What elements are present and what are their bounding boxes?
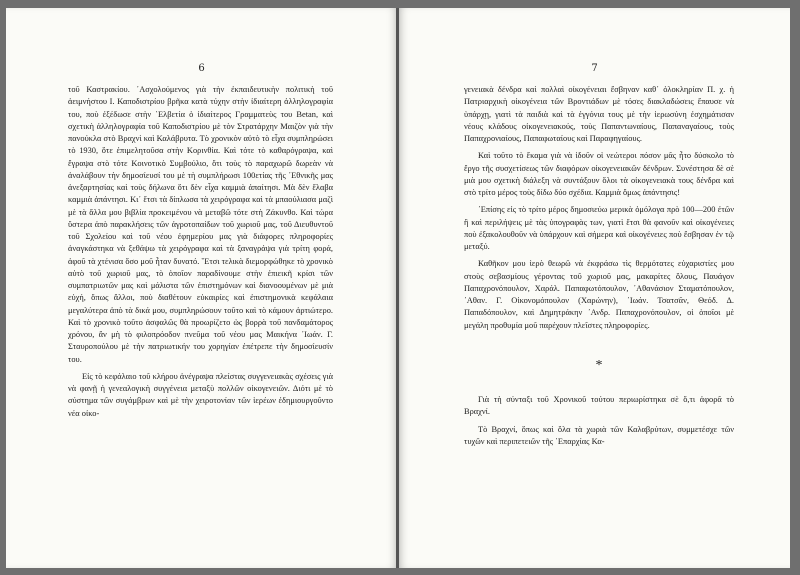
section-divider-star: * bbox=[595, 357, 603, 373]
paragraph: γενειακὰ δένδρα καὶ πολλαὶ οἰκογένειαι ἔσβηναν καθ᾿ ὁλοκληρίαν Π. χ. ἡ Πατριαρχικὴ οἰκογένεια τῶν Βροντιάδων μὲ τόσες διακλαδώσεις ἔπαυσε νὰ ὑπάρχῃ, γιατὶ τὰ παιδιὰ καὶ τὰ ἐγγόνια τους μὲ τὴν ἱερωσύνη ἐσχημάτισαν νέους κλάδους οἰκογενειακούς, τοὺς Παπαντωναίους, Παπαναγαίους, τοὺς Παπαχρονιαίους, Παπαφωταίους καὶ Παραφηγαίους. bbox=[464, 85, 734, 143]
paragraph: Τὸ Βραχνί, ὅπως καὶ ὅλα τὰ χωριὰ τῶν Καλαβρύτων, συμμετέσχε τῶν τυχῶν καὶ περιπετειῶν τῆς ᾿Επαρχίας Κα- bbox=[464, 424, 734, 446]
page-number: 7 bbox=[591, 63, 598, 74]
paragraph: Εἰς τὸ κεφάλαιο τοῦ κλήρου ἀνέγραψα πλείστας συγγενειακὰς σχέσεις γιὰ νὰ φανῇ ἡ γενεαλογικὴ συγγένεια μεταξὺ πολλῶν οἰκογενειῶν. Διότι μὲ τὸ σύστημα τῶν συγάμβρων καὶ μὲ τὴν χειροτονίαν τῶν ἱερέων ἐδημιουργοῦντο νέα οἰκο- bbox=[68, 371, 333, 418]
body-text bbox=[464, 84, 734, 448]
paragraph: Καθῆκον μου ἱερὸ θεωρῶ νὰ ἐκφράσω τὶς θερμότατες εὐχαριστίες μου στοὺς σεβασμίους γέροντας τοῦ χωριοῦ μας, μακαρίτες ὅλους, Παυάγον Παπαχρονόπουλον, Χαράλ. Παπαφωτόπουλον, ᾿Αθανάσιον Σταματόπουλον, ᾿Αθαν. Γ. Οἰκονομόπουλον (Χαρώνην), ᾿Ιωάν. Τσατσᾶν, Θεόδ. Δ. Παπαδόπουλον, καὶ Δημητράκην ᾿Ανδρ. Παπαχρονόπουλον, οἱ ὁποῖοι μὲ μεγάλη προθυμία μοῦ παρέχουν πλεῖστες πληροφορίες. bbox=[464, 259, 734, 330]
page-number: 6 bbox=[198, 63, 205, 74]
paragraph: Γιὰ τὴ σύνταξι τοῦ Χρονικοῦ τούτου περιωρίστηκα σὲ ὅ,τι ἀφορᾶ τὸ Βραχνί. bbox=[464, 395, 734, 417]
paragraph: τοῦ Καστρακίου. ᾿Ασχολούμενος γιὰ τὴν ἐκπαιδευτικὴν πολιτικὴ τοῦ ἀειμνήστου Ι. Καποδιστρίου βρῆκα κατὰ τύχην στὴν ἰδιαίτερη ἀλληλογραφία του, ποὺ ἐξέδωσε στὴν ῾Ελβετία ὁ ἰδιαίτερος Γραμματεὺς του Betan, καὶ σχετικὴ ἀλληλογραφία τοῦ Καποδιστρίου μὲ τὸν Στρατάρχην Μαιζὸν γιὰ τὴν πανούκλα στὸ Βραχνὶ καὶ Καλάβρυτα. Τὸ χρονικὸν αὐτὸ τὸ εἶχα συμπληρώσει τὸ 1930, ὅτε ἐπιμελητοῦσα στὴν Κορινθία. Καὶ τότε τὸ καθαρόγραψα, καὶ ἔγραψα στὸ τότε Κοινοτικὸ Συμβούλιο, ὅτι τοὺς τὸ παραχωρῶ δωρεὰν νὰ ἀναλάβουν τὴν δημοσίευσί του μὲ τὴ συμπλήρωσι 100ετίας τῆς ᾿Εθνικῆς μας ἀνεξαρτησίας καὶ τοὺς δήλωνα ὅτι δὲν εἶχα καμμιὰ ἀπαίτησι. Μὰ δὲν ἔλαβα καμμιὰ ἀπάντησι. Κι᾿ ἔτσι τὰ δίπλωσα τὰ χειρόγραφα καὶ τὰ μπαούλιασα μαζὶ μὲ τὰ ἄλλα μου βιβλία προκειμένου νὰ μεταβῶ τότε στὴ Ζάκυνθο. Καὶ τώρα ὕστερα ἀπὸ παρακλήσεις τῶν ἀγροτοπαίδων τοῦ χωριοῦ μας, τοῦ Διευθυντοῦ τοῦ Σχολείου καὶ τοῦ νέου ἐφημερίου μας γιὰ διάφορες πληροφορίες ἀναγκάστηκα νὰ ξεθάψω τὰ χειρόγραφα καὶ τὰ ξαναγράψα γιὰ τρίτη φορά, ἀφοῦ τὰ χτένισα ὅσο μοῦ ἦταν δυνατό. ῞Ετσι τελικὰ διεμορφώθηκε τὸ χρονικὸ αὐτὸ τοῦ χωριοῦ μας, τὸ ὁποῖον παραδίνουμε στὴν ἐπιεικῆ κρίσι τῶν συμπατριωτῶν μας καὶ μάλιστα τῶν ἐπιστημόνων καὶ διανοουμένων μὲ μιὰ εὐχή, ὅπως ἄλλοι, ποὺ διαθέτουν εὐκαιρίες καὶ ἐπιστημονικὰ κεφάλαια μεγαλύτερα ἀπὸ τὰ δικά μου, συμπληρώσουν τοῦτο καὶ τὸ κάμουν ἀρτιώτερο. Καὶ τὸ χρονικὸ τοῦτο ἀσφαλῶς θὰ προωρίζετο ὡς βορρὰ τοῦ πανδαμάτορος χρόνου, ἂν μὴ τὸ φιλοπρόοδον πνεῦμα τοῦ νέου μας Μαικήνα ᾿Ιωάν. Γ. Σταυροπούλου μὲ τὴν πατριωτικήν του χορηγίαν ἐπέτρεπε τὴν δημοσίευσίν του. bbox=[68, 85, 333, 364]
left-page bbox=[6, 8, 397, 568]
body-text bbox=[68, 84, 333, 420]
paragraph: ᾿Επίσης εἰς τὸ τρίτο μέρος δημοσιεύω μερικὰ ὁμόλογα πρὸ 100—200 ἐτῶν ἢ καὶ περιλήψεις μὲ τὰς ὑπογραφὰς των, γιατὶ ἔτσι θὰ φανοῦν καὶ οἰκογένειες ποὺ ἐξακολουθοῦν νὰ ὑπάρχουν καὶ σήμερα καὶ οἰκογένειες ποὺ ἔσβησαν ἐν τῷ μεταξύ. bbox=[464, 205, 734, 251]
paragraph: Καὶ τοῦτο τὸ ἔκαμα γιὰ νὰ ἰδοῦν οἱ νεώτεροι πόσον μᾶς ἦτο δύσκολο τὸ ἔργο τῆς συσχετίσεως τῶν διαφόρων οἰκογενειακῶν δένδρων. Συνέστησα δὲ σὲ μιὰ μου σχετικὴ διάλεξη νὰ συντάξουν ὅλοι τὰ οἰκογενειακὰ τους δένδρα καὶ στὸ τρίτο μέρος τοὺς δίδω δύο σχέδια. Καμμιὰ ὅμως ἀπάντησις! bbox=[464, 151, 734, 197]
right-page bbox=[399, 8, 790, 568]
